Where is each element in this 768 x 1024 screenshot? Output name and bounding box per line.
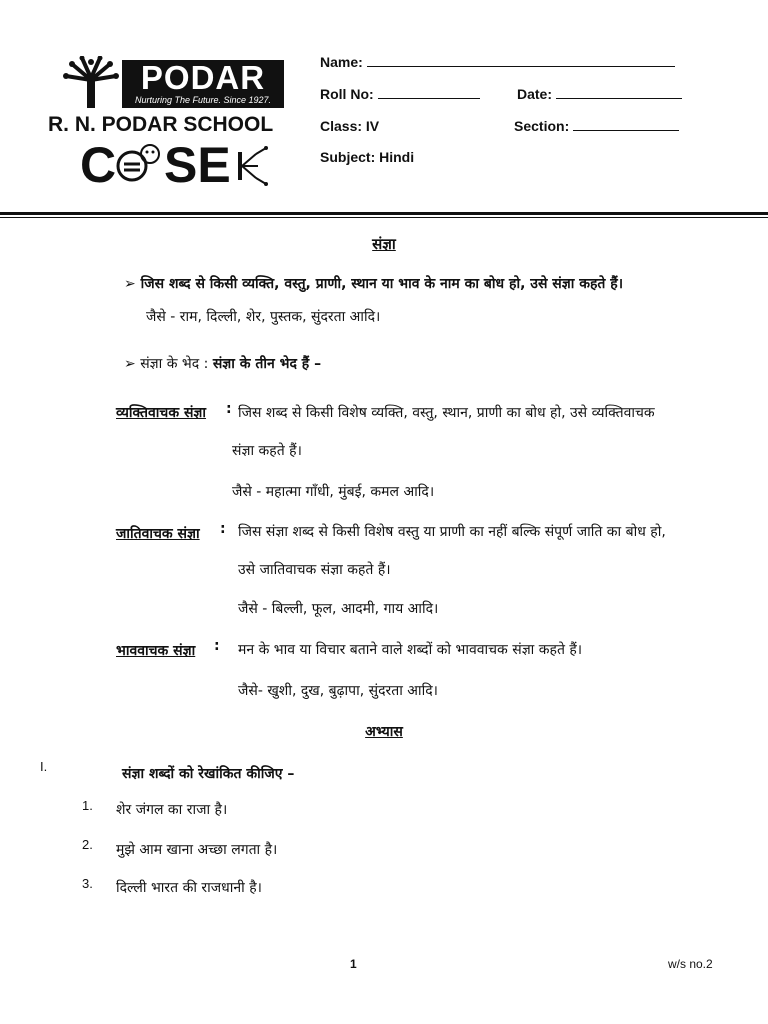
header-divider: [0, 212, 768, 215]
date-label: Date:: [517, 86, 553, 102]
brand-tagline: Nurturing The Future. Since 1927.: [134, 95, 272, 105]
worksheet-id: w/s no.2: [668, 957, 713, 971]
type-example: जैसे - महात्मा गाँधी, मुंबई, कमल आदि।: [232, 484, 435, 500]
definition-bullet: [124, 274, 623, 293]
type-colon: :: [226, 401, 232, 417]
type-desc-line2: संज्ञा कहते हैं।: [232, 443, 302, 459]
type-name-bhavvachak: भाववाचक संज्ञा: [116, 643, 196, 659]
types-text: संज्ञा के तीन भेद हैं –: [212, 356, 322, 372]
svg-text:C: C: [80, 138, 117, 186]
question-text[interactable]: दिल्ली भारत की राजधानी है।: [116, 880, 262, 896]
types-label: संज्ञा के भेद :: [140, 356, 209, 372]
name-blank[interactable]: [367, 54, 675, 67]
arrow-bullet-icon: ➢: [124, 276, 136, 292]
cbse-logo-icon: [80, 138, 280, 186]
name-label: Name:: [320, 54, 363, 70]
question-number: 2.: [82, 837, 93, 852]
class-label: Class: IV: [320, 118, 380, 134]
types-bullet: [124, 354, 321, 373]
question-text[interactable]: शेर जंगल का राजा है।: [116, 802, 228, 818]
roll-blank[interactable]: [378, 86, 480, 99]
question-number: 3.: [82, 876, 93, 891]
type-example: जैसे- खुशी, दुख, बुढ़ापा, सुंदरता आदि।: [238, 683, 438, 699]
definition-example: जैसे - राम, दिल्ली, शेर, पुस्तक, सुंदरता आदि।: [146, 309, 381, 325]
type-desc-line1: जिस शब्द से किसी विशेष व्यक्ति, वस्तु, स्थान, प्राणी का बोध हो, उसे व्यक्तिवाचक: [238, 405, 655, 421]
type-example: जैसे - बिल्ली, फूल, आदमी, गाय आदि।: [238, 601, 439, 617]
exercise-title: अभ्यास: [365, 724, 403, 740]
svg-text:SE: SE: [164, 138, 231, 186]
type-desc-line1: मन के भाव या विचार बताने वाले शब्दों को भाववाचक संज्ञा कहते हैं।: [238, 642, 583, 658]
question-number: 1.: [82, 798, 93, 813]
section-field[interactable]: [514, 118, 679, 134]
section-blank[interactable]: [573, 118, 679, 131]
arrow-bullet-icon: ➢: [124, 356, 136, 372]
date-field[interactable]: [517, 86, 682, 102]
type-name-jativachak: जातिवाचक संज्ञा: [116, 526, 200, 542]
brand-name: PODAR: [140, 59, 266, 96]
page-title: संज्ञा: [372, 235, 396, 253]
type-desc-line2: उसे जातिवाचक संज्ञा कहते हैं।: [238, 562, 391, 578]
podar-logo: [122, 60, 284, 108]
subject-label: Subject: Hindi: [320, 149, 415, 165]
roll-field[interactable]: [320, 86, 480, 102]
definition-text: जिस शब्द से किसी व्यक्ति, वस्तु, प्राणी, स्थान या भाव के नाम का बोध हो, उसे संज्ञा कहते हैं।: [140, 276, 624, 292]
page-number: 1: [350, 957, 357, 971]
tree-logo-icon: [62, 56, 120, 108]
roll-label: Roll No:: [320, 86, 374, 102]
type-name-vyaktivachak: व्यक्तिवाचक संज्ञा: [116, 405, 207, 421]
section-label: Section:: [514, 118, 570, 134]
name-field[interactable]: [320, 54, 675, 70]
header-divider-thin: [0, 217, 768, 218]
question-text[interactable]: मुझे आम खाना अच्छा लगता है।: [116, 842, 278, 858]
exercise-instruction: संज्ञा शब्दों को रेखांकित कीजिए –: [122, 766, 295, 782]
type-colon: :: [220, 521, 226, 537]
school-name: R. N. PODAR SCHOOL: [48, 113, 274, 136]
type-desc-line1: जिस संज्ञा शब्द से किसी विशेष वस्तु या प्राणी का नहीं बल्कि संपूर्ण जाति का बोध हो,: [238, 524, 666, 540]
section-number: I.: [40, 759, 48, 774]
date-blank[interactable]: [556, 86, 682, 99]
type-colon: :: [214, 638, 220, 654]
